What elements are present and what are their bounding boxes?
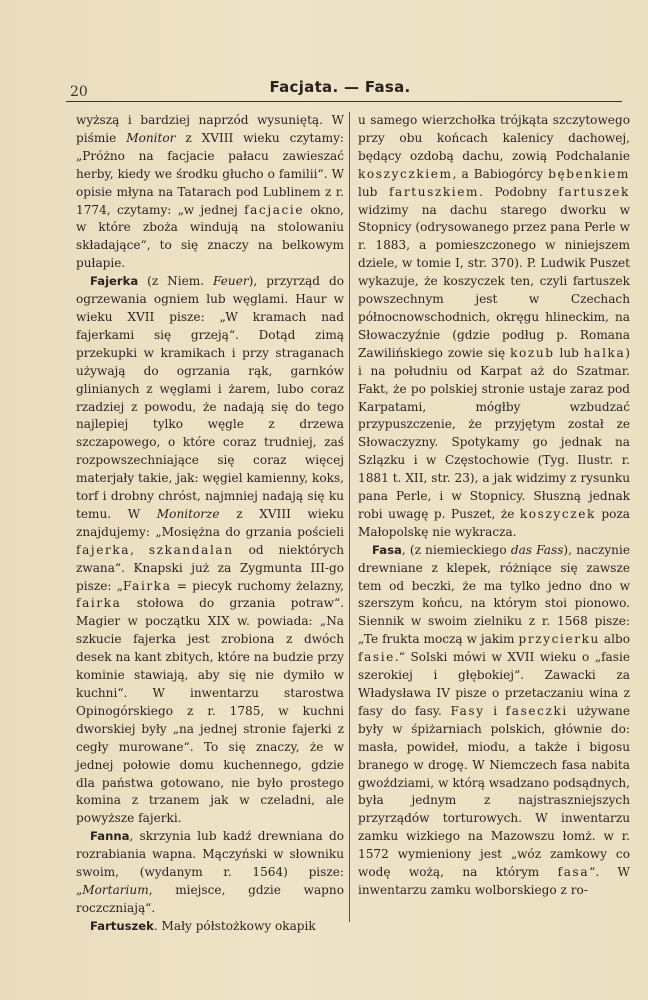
text-segment: Monitorze bbox=[156, 506, 220, 521]
header-rule bbox=[66, 101, 622, 102]
paragraph-fasa bbox=[358, 542, 630, 900]
text-segment: facjacie bbox=[244, 202, 305, 217]
entry-headword: Fajerka bbox=[90, 274, 139, 289]
right-column bbox=[358, 112, 630, 900]
text-segment: fasie bbox=[358, 650, 395, 665]
text-segment: lub bbox=[554, 345, 584, 360]
text-segment: szkandalan bbox=[148, 542, 234, 557]
text-segment: lub bbox=[358, 184, 389, 199]
text-segment: okno, w które zboża windują na stolowaniu składające“, to się znaczy na belkowym pułapie. bbox=[76, 202, 344, 271]
text-segment: , bbox=[130, 542, 149, 557]
text-segment: fasa bbox=[557, 865, 590, 880]
text-segment: widzimy na dachu starego dworku w Stopnicy (odrysowanego przez pana Perle w r. 1883, a pomieszczonego w niniejszem dziele, w tomie I, str. 370). P. Ludwik Puszet wykazuje, że koszyczek ten, czyli fartuszek powszechnym jest w Czechach północnowschodnich, okręgu hlineckim, na Słowaczyźnie (gdzie podług p. Romana Zawilińskiego zowie się bbox=[358, 202, 630, 360]
text-segment: halka bbox=[583, 345, 626, 360]
page-header bbox=[60, 78, 620, 100]
text-segment: fartuszek bbox=[558, 184, 630, 199]
left-column bbox=[76, 112, 344, 936]
text-segment: faseczki bbox=[505, 703, 568, 718]
text-segment: Fairka bbox=[122, 578, 172, 593]
text-segment: Fasy bbox=[450, 703, 485, 718]
text-segment: używane były w śpiżarniach polskich, głównie do: masła, powideł, miodu, a także i bigosu branego w drogę. W Niemczech fasa nabita gwoździami, w którą wsadzano podsądnych, była jednym z najstraszniejszych przyrządów torturowych. W inwentarzu zamku wizkiego na Mazowszu łomż. w r. 1572 wymieniony jest „wóz zamkowy co wodę wożą, na którym bbox=[358, 703, 630, 880]
paragraph-fartuszek-cont bbox=[358, 112, 630, 542]
entry-headword: Fartuszek bbox=[90, 918, 154, 933]
page-number: 20 bbox=[70, 84, 88, 100]
text-segment: i bbox=[484, 703, 506, 718]
text-segment: , (z niemieckiego bbox=[401, 542, 511, 557]
text-segment: wyższą i bardziej naprzód wysuniętą. W piśmie bbox=[76, 113, 344, 145]
text-segment: fartuszkiem bbox=[388, 184, 480, 199]
text-segment: , skrzynia lub kadź drewniana do rozrabiania wapna. Mączyński w słowniku swoim, (wydanym r. 1564) pisze: „ bbox=[76, 829, 344, 897]
text-segment: fairka bbox=[76, 596, 122, 611]
text-segment: ) i na południu od Karpat aż do Szatmar. Fakt, że po polskiej stronie ustaje zaraz pod Karpatami, mógłby wzbudzać przypuszczenie, że przyjętym został ze Słowaczyzny. Spotykamy go jednak na Szlązku i w Częstochowie (Tyg. Ilustr. r. 1881 t. XII, str. 23), a jak widzimy z rysunku pana Perle, i w Stopnicy. Słuszną jednak robi uwagę p. Puszet, że bbox=[358, 345, 631, 521]
text-segment: przycierku bbox=[518, 632, 600, 647]
text-segment: poza Małopolskę nie wykracza. bbox=[358, 506, 630, 539]
entry-headword: Fasa bbox=[372, 542, 402, 557]
text-segment: u samego wierzchołka trójkąta szczytowego przy obu końcach kalenicy dachowej, będący ozdobą dachu, zowią Podchalanie bbox=[358, 113, 630, 163]
text-segment: . Podobny bbox=[479, 184, 559, 199]
text-segment: (z Niem. bbox=[138, 274, 214, 289]
text-segment: koszyczkiem bbox=[358, 166, 453, 181]
paragraph-continuation bbox=[76, 112, 344, 273]
text-segment: “. W inwentarzu zamku wolborskiego z ro- bbox=[358, 865, 630, 897]
text-segment: stołowa do grzania potraw“. Magier w początku XIX w. powiada: „Na szkucie fajerka jest zrobiona z dwóch desek na kant zbitych, które na budzie przy kominie stawiają, aby się nie dymiło w kuchni“. W inwentarzu starostwa Opinogórskiego z r. 1785, w kuchni dworskiej były „na jednej stronie fajerki z cegły murowane“. To się znaczy, że w jednej połowie domu kuchennego, gdzie dla państwa gotowano, nie było prostego komina z trzanem jak w czeladni, ale powyższe fajerki. bbox=[76, 596, 344, 826]
text-segment: = piecyk ruchomy żelazny, bbox=[171, 578, 345, 593]
text-segment: Mortarium bbox=[82, 882, 149, 897]
text-segment: ), przyrząd do ogrzewania ogniem lub węglami. Haur w wieku XVII pisze: „W kramach nad fajerkami się grzeją“. Dotąd zimą przekupki w kramikach i przy straganach używają do ogrzania rąk, garnków glinianych z węglami i żarem, lubo coraz rzadziej z powodu, że nadają się do tego najlepiej tylko węgle z drzewa szczapowego, o które coraz trudniej, zaś rozpowszechniające się coraz więcej materjały takie, jak: węgiel kamienny, koks, torf i drobny chróst, najmniej nadają się ku temu. W bbox=[76, 274, 345, 521]
text-segment: das Fass bbox=[510, 542, 564, 557]
entry-headword: Fanna bbox=[90, 829, 130, 844]
text-segment: . Mały półstożkowy okapik bbox=[153, 918, 316, 933]
text-segment: kozub bbox=[510, 345, 555, 360]
column-divider bbox=[349, 112, 350, 922]
text-segment: ), naczynie drewniane z klepek, różniące się zawsze tem od beczki, że ma tylko jedno dno w szerszym końcu, na którym stoi pionowo. Siennik w swoim zielniku z r. 1568 pisze: „Te frukta moczą w jakim bbox=[358, 542, 630, 647]
text-segment: z XVIII wieku znajdujemy: „Mosiężna do grzania pościeli bbox=[76, 506, 344, 539]
text-segment: od niektórych zwana“. Knapski już za Zygmunta III-go pisze: „ bbox=[76, 542, 344, 593]
text-segment: bębenkiem bbox=[548, 166, 630, 181]
text-segment: z XVIII wieku czytamy: „Próżno na facjacie pałacu zawieszać herby, kiedy we środku głucho o familii“. W opisie młyna na Tatarach pod Lublinem z r. 1774, czytamy: „w jednej bbox=[76, 130, 344, 217]
text-segment: .“ Solski mówi w XVII wieku o „fasie szerokiej i głębokiej“. Zawacki za Władysława IV pisze o przetaczaniu wina z fasy do fasy. bbox=[358, 650, 630, 718]
text-segment: albo bbox=[599, 632, 630, 647]
paragraph-fajerka bbox=[76, 273, 344, 828]
running-title: Facjata. — Fasa. bbox=[269, 78, 411, 96]
text-segment: fajerka bbox=[76, 542, 131, 557]
text-segment: , miejsce, gdzie wapno roczczniają“. bbox=[76, 882, 344, 915]
text-segment: Monitor bbox=[126, 130, 176, 145]
text-segment: Feuer bbox=[213, 274, 249, 289]
text-segment: koszyczek bbox=[519, 506, 596, 521]
paragraph-fartuszek bbox=[76, 918, 344, 936]
paragraph-fanna bbox=[76, 828, 344, 918]
text-segment: , a Babiogórcy bbox=[452, 166, 549, 181]
